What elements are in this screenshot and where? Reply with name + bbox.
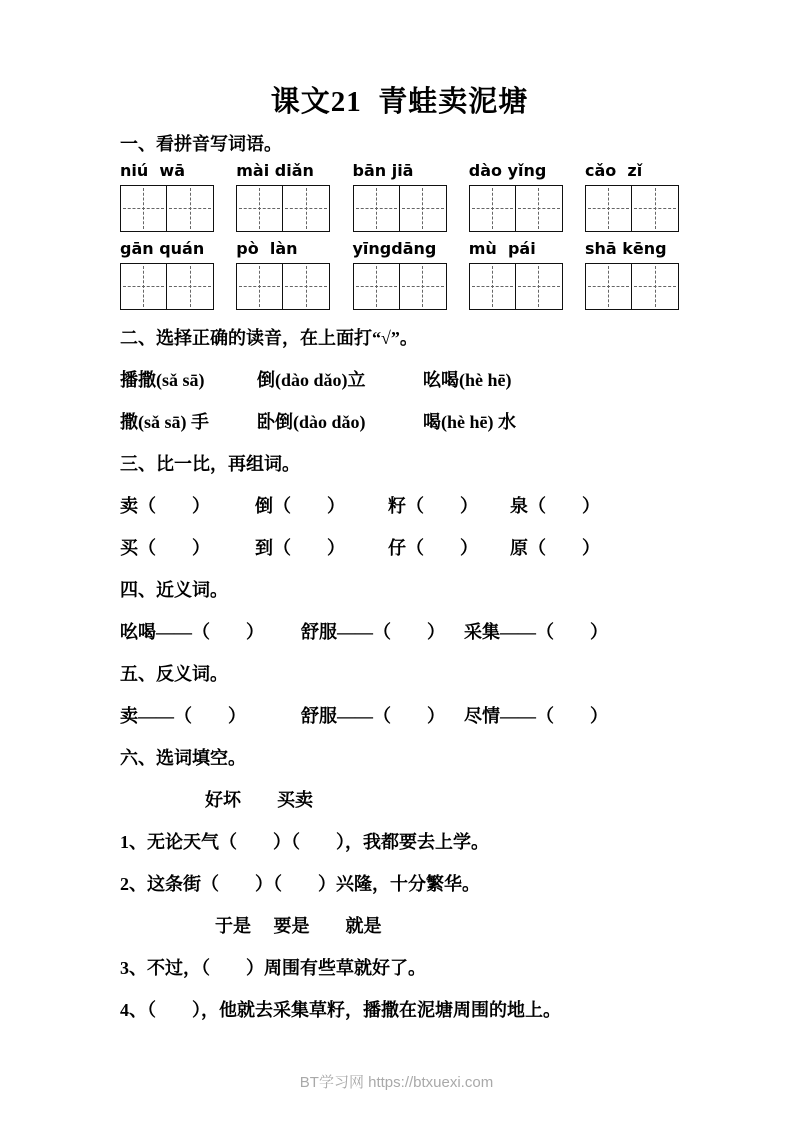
writing-cell bbox=[236, 263, 283, 310]
antonym-row bbox=[120, 694, 679, 736]
writing-cell bbox=[400, 185, 447, 232]
word-blank-item: 籽（ ） bbox=[388, 496, 478, 516]
writing-grid bbox=[585, 185, 679, 232]
writing-cell bbox=[585, 185, 632, 232]
writing-cell bbox=[167, 263, 214, 310]
pronunciation-item: 喝(hè hē) 水 bbox=[423, 412, 516, 432]
writing-cell bbox=[283, 185, 330, 232]
pinyin-label: dào yǐng bbox=[468, 161, 547, 180]
pinyin-word-block bbox=[120, 160, 214, 232]
writing-grid bbox=[120, 185, 214, 232]
writing-grid bbox=[585, 263, 679, 310]
page-title: 课文21 青蛙卖泥塘 bbox=[270, 86, 529, 118]
fill-blank-question-1: 1、无论天气（ ）（ ），我都要去上学。 bbox=[120, 832, 489, 852]
pinyin-label: gān quán bbox=[120, 239, 205, 258]
word-bank-1: 好坏 买卖 bbox=[205, 790, 313, 810]
section3-heading: 三、比一比，再组词。 bbox=[120, 454, 300, 474]
writing-grid bbox=[353, 185, 447, 232]
pinyin-label: niú wā bbox=[120, 161, 185, 180]
writing-cell bbox=[353, 263, 400, 310]
word-blank-item: 原（ ） bbox=[510, 538, 600, 558]
pinyin-word-block bbox=[469, 160, 563, 232]
writing-grid bbox=[353, 263, 447, 310]
pronunciation-item: 倒(dào dǎo)立 bbox=[257, 370, 366, 390]
synonym-item: 采集——（ ） bbox=[464, 622, 608, 642]
word-blank-item: 倒（ ） bbox=[255, 496, 345, 516]
pinyin-word-block bbox=[353, 160, 447, 232]
synonym-row bbox=[120, 610, 679, 652]
pronunciation-item: 卧倒(dào dǎo) bbox=[257, 412, 366, 432]
writing-cell bbox=[469, 263, 516, 310]
writing-cell bbox=[167, 185, 214, 232]
pinyin-word-block bbox=[236, 238, 330, 310]
pinyin-label: pò làn bbox=[236, 239, 298, 258]
section4-heading: 四、近义词。 bbox=[120, 580, 228, 600]
writing-cell bbox=[283, 263, 330, 310]
word-blank-item: 仔（ ） bbox=[388, 538, 478, 558]
pinyin-label: cǎo zǐ bbox=[585, 161, 643, 180]
pinyin-label: yīngdāng bbox=[352, 239, 437, 258]
synonym-item: 吆喝——（ ） bbox=[120, 622, 264, 642]
section6-heading: 六、选词填空。 bbox=[120, 748, 246, 768]
writing-grid bbox=[236, 185, 330, 232]
writing-grid bbox=[469, 185, 563, 232]
antonym-item: 尽情——（ ） bbox=[464, 706, 608, 726]
writing-cell bbox=[120, 185, 167, 232]
word-bank-2: 于是 要是 就是 bbox=[215, 916, 382, 936]
fill-blank-question-4: 4、（ ），他就去采集草籽，播撒在泥塘周围的地上。 bbox=[120, 1000, 561, 1020]
pronunciation-item: 吆喝(hè hē) bbox=[423, 370, 512, 390]
pronunciation-row-2 bbox=[120, 400, 679, 442]
section2-heading: 二、选择正确的读音，在上面打“√”。 bbox=[120, 328, 418, 348]
writing-cell bbox=[400, 263, 447, 310]
writing-grid bbox=[236, 263, 330, 310]
section1-heading: 一、看拼音写词语。 bbox=[120, 134, 282, 154]
synonym-item: 舒服——（ ） bbox=[301, 622, 445, 642]
fill-blank-question-3: 3、不过，（ ）周围有些草就好了。 bbox=[120, 958, 426, 978]
pinyin-word-block bbox=[120, 238, 214, 310]
pinyin-word-row-2 bbox=[120, 238, 679, 310]
word-blank-item: 卖（ ） bbox=[120, 496, 210, 516]
pinyin-label: mù pái bbox=[468, 239, 536, 258]
writing-cell bbox=[469, 185, 516, 232]
writing-cell bbox=[516, 185, 563, 232]
pinyin-label: bān jiā bbox=[352, 161, 414, 180]
pinyin-word-block bbox=[353, 238, 447, 310]
pronunciation-item: 播撒(sǎ sā) bbox=[120, 370, 205, 390]
pinyin-word-block bbox=[236, 160, 330, 232]
word-compare-row-1 bbox=[120, 484, 679, 526]
antonym-item: 舒服——（ ） bbox=[301, 706, 445, 726]
pinyin-word-row-1 bbox=[120, 160, 679, 232]
writing-cell bbox=[632, 263, 679, 310]
writing-grid bbox=[120, 263, 214, 310]
pinyin-word-block bbox=[585, 160, 679, 232]
section5-heading: 五、反义词。 bbox=[120, 664, 228, 684]
writing-cell bbox=[353, 185, 400, 232]
pinyin-word-block bbox=[585, 238, 679, 310]
writing-cell bbox=[120, 263, 167, 310]
fill-blank-question-2: 2、这条街（ ）（ ）兴隆，十分繁华。 bbox=[120, 874, 480, 894]
word-blank-item: 买（ ） bbox=[120, 538, 210, 558]
word-compare-row-2 bbox=[120, 526, 679, 568]
footer-watermark: BT学习网 https://btxuexi.com bbox=[299, 1074, 494, 1091]
writing-cell bbox=[632, 185, 679, 232]
writing-cell bbox=[516, 263, 563, 310]
word-blank-item: 到（ ） bbox=[255, 538, 345, 558]
pronunciation-item: 撒(sǎ sā) 手 bbox=[120, 412, 209, 432]
writing-cell bbox=[236, 185, 283, 232]
pronunciation-row-1 bbox=[120, 358, 679, 400]
pinyin-label: shā kēng bbox=[585, 239, 667, 258]
writing-cell bbox=[585, 263, 632, 310]
pinyin-word-block bbox=[469, 238, 563, 310]
word-blank-item: 泉（ ） bbox=[510, 496, 600, 516]
antonym-item: 卖——（ ） bbox=[120, 706, 246, 726]
writing-grid bbox=[469, 263, 563, 310]
pinyin-label: mài diǎn bbox=[236, 161, 314, 180]
